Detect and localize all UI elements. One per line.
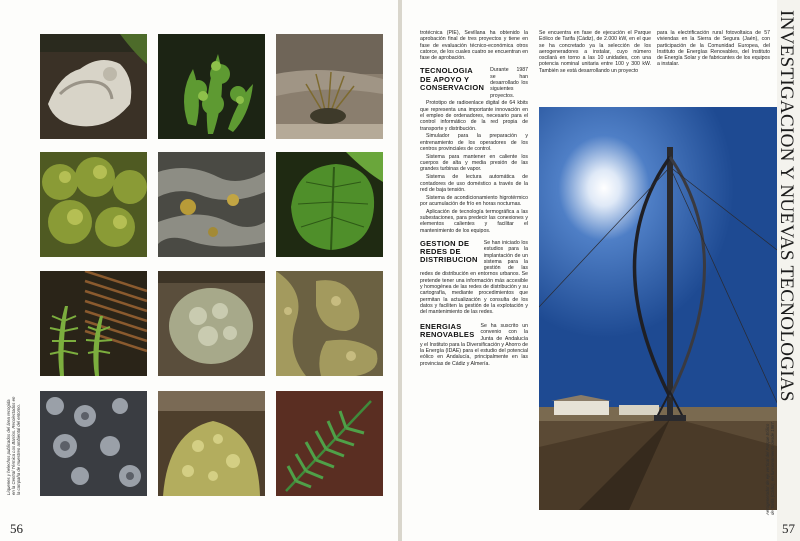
photo-green-leaf (276, 152, 383, 257)
turbine-photo-caption-text: Aerogenerador de eje vertical del Parque Eólico de Tarifa (Cádiz), en funcionamiento desde 1987. (765, 421, 775, 515)
intro-paragraph: trotécnica (PIE), Sevillana ha obtenido la aprobación final de tres proyectos y tiene en fase de evaluación técnico-económica otros catorce, de los cuales cuatro se encuentran en fase de aprobación. (420, 30, 528, 62)
section-lead: Durante 1987 se han desarrollado los siguientes proyectos. (490, 67, 528, 99)
paragraph: Simulador para la preparación y entrenamiento de los operadores de los centros provinciales de control. (420, 133, 528, 153)
paragraph: Se encuentra en fase de ejecución el Parque Eólico de Tarifa (Cádiz), de 2.000 kW, en el que se ha concretado ya la selección de los aerogeneradores a instalar, cuyo número oscilará en torno a las 10 unidades, con una potencia nominal unitaria entre 100 y 300 kW. También se está desarrollando un proyecto (539, 30, 651, 74)
section-heading: ENERGIAS RENOVABLES (420, 321, 475, 340)
paragraph: para la electrificación rural fotovoltaica de 57 viviendas en la Sierra de Segura (Jaén), con participación de la Comunidad Europea, del Instituto de Energías Renovables, del Instituto de Energía Solar y de fabricantes de los equipos a instalar. (657, 30, 770, 68)
photo-grass-tuft-rock (276, 34, 383, 139)
section-side-title-text: INVESTIGACION Y NUEVAS TECNOLOGIAS (776, 10, 797, 402)
page-number-right: 57 (782, 521, 795, 536)
paragraph: Prototipo de radioenlace digital de 64 kbits que representa una importante innovación en el empleo de ordenadores, necesario para el control informático de la red propia de transporte y distribución. (420, 100, 528, 132)
paragraph: Sistema de acondicionamiento higrotérmico por acumulación de frío en horas nocturnas. (420, 194, 528, 207)
page-number-left: 56 (10, 521, 23, 536)
photo-dark-rock-lichen (40, 391, 147, 496)
text-column-1 (420, 30, 528, 369)
photo-lichen-cushion (158, 271, 265, 376)
text-column-2 (539, 30, 651, 76)
text-column-3 (657, 30, 770, 69)
turbine-photo-caption (765, 420, 781, 515)
paragraph: Sistema de lectura automática de contadores de uso doméstico a través de la red de baja tensión. (420, 174, 528, 193)
section-heading: GESTION DE REDES DE DISTRIBUCION (420, 238, 478, 265)
section-lead: Se ha suscrito un convenio con la Junta de Andalucía y el Instituto para la Diversificación y Ahorro de la Energía (IDAE) para el estudio del potencial eólico en Andalucía, principalmente en las provincias de Cádiz y Almería. (420, 322, 528, 367)
photo-caption (6, 395, 20, 495)
photo-fern-plant (158, 34, 265, 139)
left-page (0, 0, 398, 541)
photo-moss-mound (158, 391, 265, 496)
paragraph: Aplicación de tecnología termográfica a las subestaciones, para predecir las conexiones y elementos calientes y facilitar el mantenimiento de los equipos. (420, 208, 528, 234)
photo-bark-lichen (158, 152, 265, 257)
photo-fern-frond-red (276, 391, 383, 496)
section-heading: TECNOLOGIA DE APOYO Y CONSERVACION (420, 66, 485, 92)
photo-lichen-white-crust (40, 34, 147, 139)
paragraph: Sistema para mantener en caliente los cuerpos de alta y media presión de las grandes turbinas de vapor. (420, 153, 528, 173)
photo-caption-text: Líquenes y helechos publicados del área recogida en la Central Térmica Los Barrios. Recolectados en la campaña de muestreo ambiental del entorno. (6, 396, 21, 495)
photo-fern-striped-rock (40, 271, 147, 376)
section-energias (420, 323, 528, 369)
section-gestion (420, 240, 528, 317)
photo-crustose-lichen (276, 271, 383, 376)
section-side-title (777, 10, 799, 410)
wind-turbine-photo (539, 107, 799, 510)
right-page (402, 0, 800, 541)
section-tecnologia (420, 67, 528, 233)
photo-moss-clump (40, 152, 147, 257)
section-lead: Se han iniciado los estudios para la implantación de un sistema para la gestión de las redes de distribución en entornos urbanos. Se pretende tener una información más accesible y homogénea de las redes de distribución y su cartografía, mediante procedimientos que permitan la actualización y consulta de los datos y faciliten la gestión de la explotación y del mantenimiento de las redes. (420, 239, 528, 316)
